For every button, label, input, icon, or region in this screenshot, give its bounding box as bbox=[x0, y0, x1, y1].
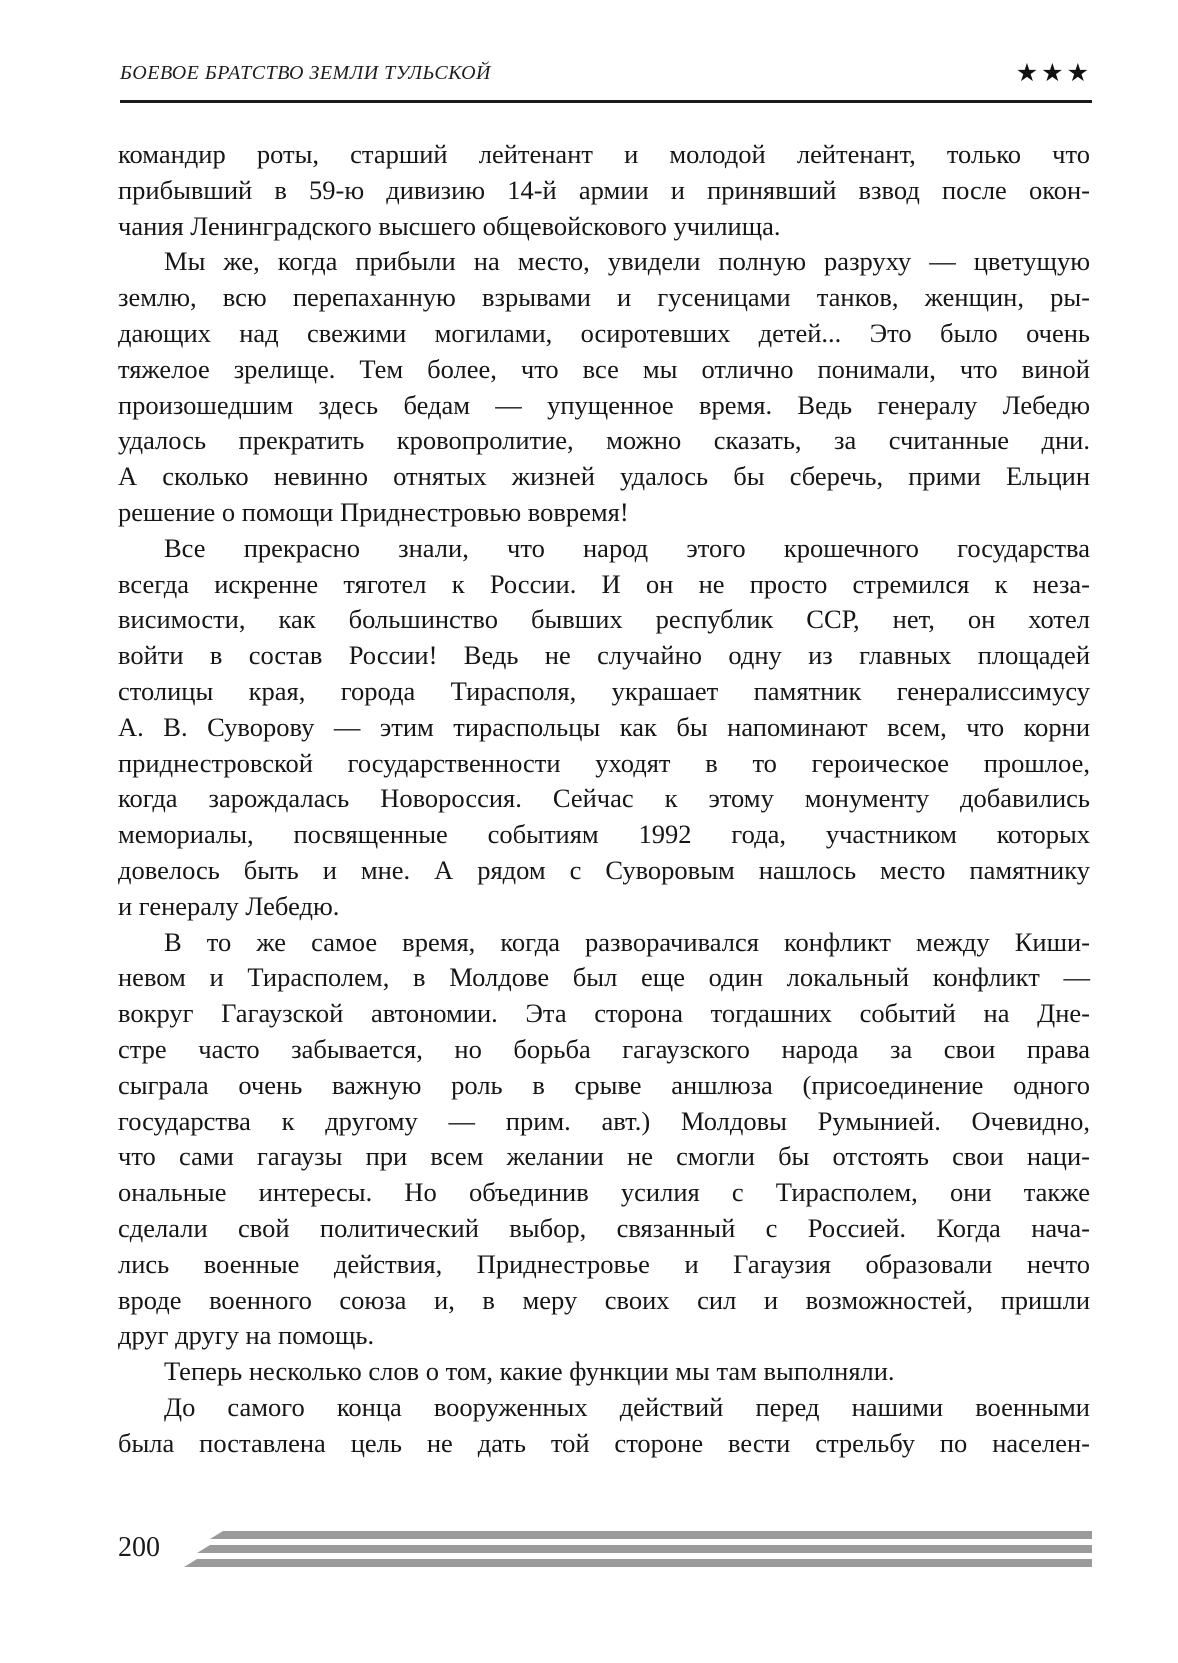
text-line: До самого конца вооруженных действий перед нашими военными bbox=[164, 1391, 1090, 1422]
text-line: сыграла очень важную роль в срыве аншлюза (присоединение одного bbox=[118, 1069, 1090, 1100]
text-line: землю, всю перепаханную взрывами и гусеницами танков, женщин, ры- bbox=[118, 282, 1090, 313]
running-header bbox=[120, 60, 1092, 85]
page-number: 200 bbox=[118, 1532, 160, 1563]
footer-stripes bbox=[184, 1531, 1092, 1567]
text-line: командир роты, старший лейтенант и молодой лейтенант, только что bbox=[118, 139, 1090, 169]
footer-stripe bbox=[197, 1545, 1092, 1553]
body-text bbox=[118, 137, 1090, 1461]
text-line: мемориалы, посвященные событиям 1992 года, участником которых bbox=[118, 819, 1090, 850]
text-line: довелось быть и мне. А рядом с Суворовым нашлось место памятнику bbox=[118, 854, 1090, 885]
text-line: сделали свой политический выбор, связанный с Россией. Когда нача- bbox=[118, 1212, 1090, 1243]
text-line: Все прекрасно знали, что народ этого крошечного государства bbox=[164, 532, 1090, 563]
footer-stripe bbox=[210, 1531, 1092, 1539]
text-line: ональные интересы. Но объединив усилия с Тирасполем, они также bbox=[118, 1177, 1090, 1208]
page-footer bbox=[118, 1528, 1092, 1570]
text-line: была поставлена цель не дать той стороне вести стрельбу по населен- bbox=[118, 1427, 1090, 1458]
text-line: войти в состав России! Ведь не случайно одну из главных площадей bbox=[118, 640, 1090, 671]
text-line: А сколько невинно отнятых жизней удалось бы сберечь, прими Ельцин bbox=[118, 461, 1090, 492]
text-line: что сами гагаузы при всем желании не смогли бы отстоять свои наци- bbox=[118, 1141, 1090, 1172]
text-line: произошедшим здесь бедам — упущенное время. Ведь генералу Лебедю bbox=[118, 389, 1090, 420]
text-line: и генералу Лебедю. bbox=[118, 890, 340, 921]
text-line: В то же самое время, когда разворачивался конфликт между Киши- bbox=[164, 926, 1090, 957]
text-line: когда зарождалась Новороссия. Сейчас к этому монументу добавились bbox=[118, 783, 1090, 814]
text-line: столицы края, города Тирасполя, украшает памятник генералиссимусу bbox=[118, 675, 1090, 706]
text-line: государства к другому — прим. авт.) Молдовы Румынией. Очевидно, bbox=[118, 1105, 1090, 1136]
text-line: Мы же, когда прибыли на место, увидели полную разруху — цветущую bbox=[164, 246, 1090, 277]
text-line: висимости, как большинство бывших республик ССР, нет, он хотел bbox=[118, 604, 1090, 635]
text-line: дающих над свежими могилами, осиротевших детей... Это было очень bbox=[118, 317, 1090, 348]
running-header-title: БОЕВОЕ БРАТСТВО ЗЕМЛИ ТУЛЬСКОЙ bbox=[120, 62, 491, 84]
text-line: Теперь несколько слов о том, какие функции мы там выполняли. bbox=[164, 1356, 895, 1387]
header-rule bbox=[120, 100, 1092, 103]
text-line: чания Ленинградского высшего общевойскового училища. bbox=[118, 210, 781, 241]
text-line: решение о помощи Приднестровью вовремя! bbox=[118, 496, 629, 527]
text-line: удалось прекратить кровопролитие, можно сказать, за считанные дни. bbox=[118, 425, 1090, 456]
text-line: приднестровской государственности уходят в то героическое прошлое, bbox=[118, 747, 1090, 778]
text-line: вроде военного союза и, в меру своих сил и возможностей, пришли bbox=[118, 1284, 1090, 1315]
text-line: прибывший в 59-ю дивизию 14-й армии и принявший взвод после окон- bbox=[118, 174, 1090, 205]
text-line: тяжелое зрелище. Тем более, что все мы отлично понимали, что виной bbox=[118, 353, 1090, 384]
footer-stripe bbox=[184, 1559, 1092, 1567]
text-line: друг другу на помощь. bbox=[118, 1320, 375, 1351]
text-line: А. В. Суворову — этим тираспольцы как бы напоминают всем, что корни bbox=[118, 711, 1090, 742]
text-line: лись военные действия, Приднестровье и Гагаузия образовали нечто bbox=[118, 1248, 1090, 1279]
text-line: вокруг Гагаузской автономии. Эта сторона тогдашних событий на Дне- bbox=[118, 998, 1090, 1029]
text-line: стре часто забывается, но борьба гагаузского народа за свои права bbox=[118, 1033, 1090, 1064]
text-line: всегда искренне тяготел к России. И он не просто стремился к неза- bbox=[118, 568, 1090, 599]
text-line: невом и Тирасполем, в Молдове был еще один локальный конфликт — bbox=[118, 962, 1090, 993]
three-stars-icon: ★★★ bbox=[1015, 58, 1092, 87]
